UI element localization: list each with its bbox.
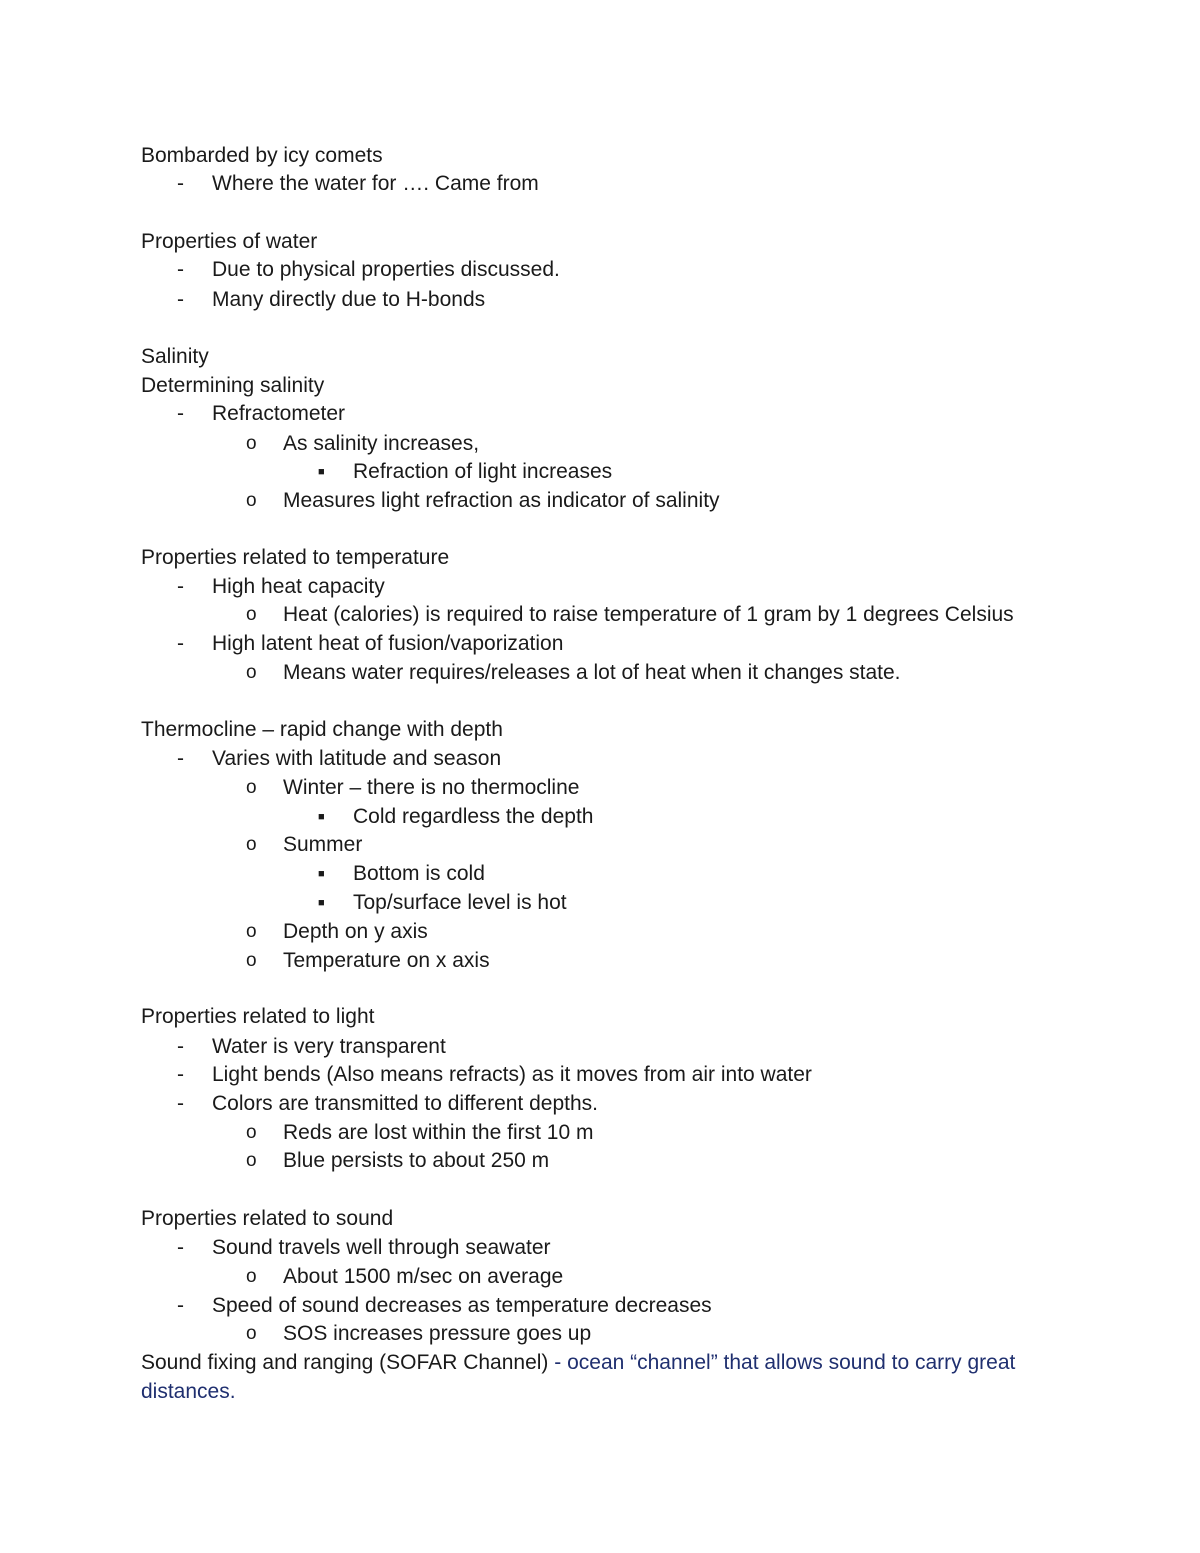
dash-bullet: - xyxy=(177,258,184,281)
list-item: As salinity increases, xyxy=(283,432,480,455)
list-item: Cold regardless the depth xyxy=(353,805,594,828)
list-item: Blue persists to about 250 m xyxy=(283,1149,550,1172)
circle-bullet: o xyxy=(246,921,257,942)
circle-bullet: o xyxy=(246,433,257,454)
heading-properties-of-water: Properties of water xyxy=(141,230,318,253)
dash-bullet: - xyxy=(177,172,184,195)
list-item: Bottom is cold xyxy=(353,862,485,885)
circle-bullet: o xyxy=(246,1122,257,1143)
heading-salinity: Salinity xyxy=(141,345,209,368)
circle-bullet: o xyxy=(246,950,257,971)
list-item: Sound travels well through seawater xyxy=(212,1236,551,1259)
list-item: Depth on y axis xyxy=(283,920,428,943)
sofar-term: Sound fixing and ranging (SOFAR Channel) xyxy=(141,1351,549,1374)
dash-bullet: - xyxy=(177,1236,184,1259)
list-item: Temperature on x axis xyxy=(283,949,490,972)
list-item: Where the water for …. Came from xyxy=(212,172,539,195)
circle-bullet: o xyxy=(246,604,257,625)
heading-thermocline: Thermocline – rapid change with depth xyxy=(141,718,503,741)
list-item: High latent heat of fusion/vaporization xyxy=(212,632,564,655)
list-item: Water is very transparent xyxy=(212,1035,446,1058)
list-item: Winter – there is no thermocline xyxy=(283,776,580,799)
dash-bullet: - xyxy=(177,1092,184,1115)
circle-bullet: o xyxy=(246,777,257,798)
dash-bullet: - xyxy=(177,288,184,311)
circle-bullet: o xyxy=(246,1323,257,1344)
circle-bullet: o xyxy=(246,662,257,683)
list-item: Top/surface level is hot xyxy=(353,891,567,914)
sofar-definition: - ocean “channel” that allows sound to carry great xyxy=(548,1351,1016,1374)
circle-bullet: o xyxy=(246,1150,257,1171)
list-item: Light bends (Also means refracts) as it moves from air into water xyxy=(212,1063,812,1086)
list-item: Means water requires/releases a lot of heat when it changes state. xyxy=(283,661,901,684)
circle-bullet: o xyxy=(246,834,257,855)
list-item: Heat (calories) is required to raise temperature of 1 gram by 1 degrees Celsius xyxy=(283,603,1014,626)
list-item: Speed of sound decreases as temperature decreases xyxy=(212,1294,712,1317)
square-bullet: ■ xyxy=(318,466,325,478)
list-item: Summer xyxy=(283,833,363,856)
heading-light: Properties related to light xyxy=(141,1005,375,1028)
square-bullet: ■ xyxy=(318,811,325,823)
heading-determining-salinity: Determining salinity xyxy=(141,374,325,397)
dash-bullet: - xyxy=(177,575,184,598)
dash-bullet: - xyxy=(177,747,184,770)
list-item: Colors are transmitted to different depths. xyxy=(212,1092,598,1115)
dash-bullet: - xyxy=(177,1294,184,1317)
heading-comets: Bombarded by icy comets xyxy=(141,144,383,167)
dash-bullet: - xyxy=(177,632,184,655)
sofar-paragraph-line-2: distances. xyxy=(141,1380,236,1403)
dash-bullet: - xyxy=(177,1035,184,1058)
dash-bullet: - xyxy=(177,1063,184,1086)
list-item: Refraction of light increases xyxy=(353,460,613,483)
list-item: Measures light refraction as indicator of salinity xyxy=(283,489,720,512)
list-item: Reds are lost within the first 10 m xyxy=(283,1121,594,1144)
square-bullet: ■ xyxy=(318,897,325,909)
list-item: Refractometer xyxy=(212,402,346,425)
heading-temperature: Properties related to temperature xyxy=(141,546,450,569)
list-item: Many directly due to H-bonds xyxy=(212,288,486,311)
square-bullet: ■ xyxy=(318,868,325,880)
heading-sound: Properties related to sound xyxy=(141,1207,394,1230)
dash-bullet: - xyxy=(177,402,184,425)
list-item: SOS increases pressure goes up xyxy=(283,1322,592,1345)
circle-bullet: o xyxy=(246,490,257,511)
list-item: High heat capacity xyxy=(212,575,385,598)
list-item: About 1500 m/sec on average xyxy=(283,1265,564,1288)
list-item: Due to physical properties discussed. xyxy=(212,258,560,281)
list-item: Varies with latitude and season xyxy=(212,747,502,770)
circle-bullet: o xyxy=(246,1266,257,1287)
sofar-paragraph-line-1 xyxy=(141,1349,1015,1377)
